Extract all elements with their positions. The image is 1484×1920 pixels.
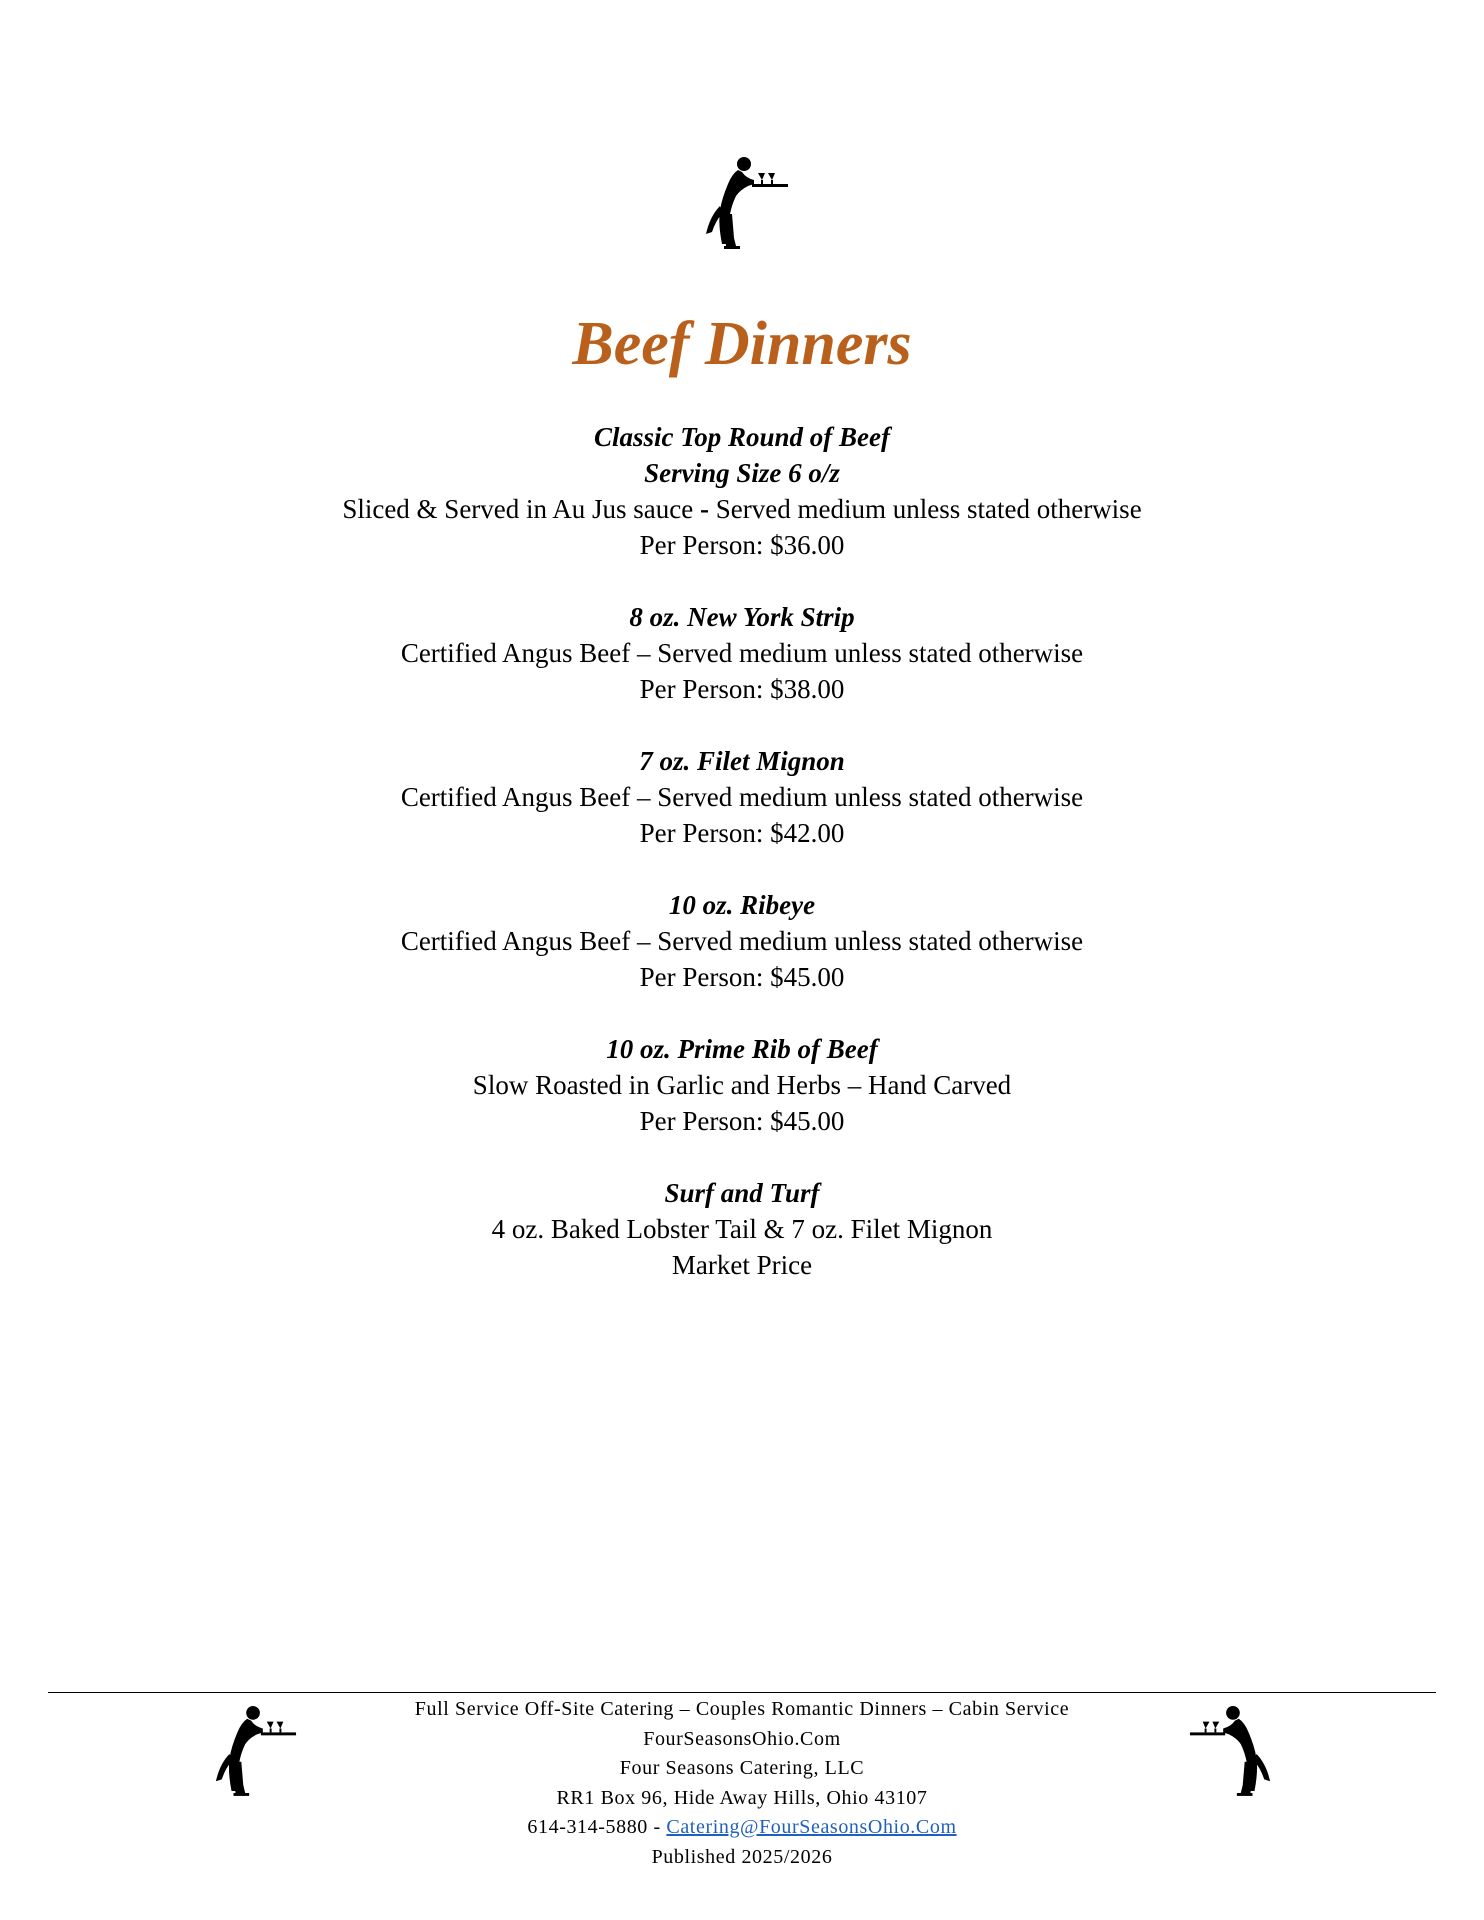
item-price: Per Person: $42.00: [639, 818, 845, 848]
footer-published: Published 2025/2026: [651, 1845, 833, 1868]
footer-phone: 614-314-5880: [527, 1816, 648, 1838]
waiter-silhouette-icon: [702, 154, 790, 250]
item-name: 10 oz. Prime Rib of Beef: [606, 1034, 878, 1064]
item-price: Per Person: $45.00: [639, 962, 845, 992]
item-name: 7 oz. Filet Mignon: [639, 746, 845, 776]
item-description: Certified Angus Beef – Served medium unless stated otherwise: [400, 638, 1084, 668]
item-description: Slow Roasted in Garlic and Herbs – Hand Carved: [472, 1070, 1012, 1100]
footer-contact: [0, 1813, 1484, 1843]
footer-website: FourSeasonsOhio.Com: [643, 1727, 841, 1750]
item-description: 4 oz. Baked Lobster Tail & 7 oz. Filet Mignon: [491, 1214, 993, 1244]
footer-services: Full Service Off-Site Catering – Couples Romantic Dinners – Cabin Service: [414, 1698, 1070, 1720]
item-price: Per Person: $45.00: [639, 1106, 845, 1136]
menu-item: [0, 599, 1484, 707]
menu-item: [0, 1031, 1484, 1139]
menu-item: [0, 1175, 1484, 1283]
item-subtitle: Serving Size 6 o/z: [644, 458, 840, 488]
footer-address: RR1 Box 96, Hide Away Hills, Ohio 43107: [556, 1786, 928, 1809]
footer-divider: [48, 1692, 1436, 1693]
item-description: Certified Angus Beef – Served medium unless stated otherwise: [400, 782, 1084, 812]
item-name: 8 oz. New York Strip: [629, 602, 855, 632]
item-name: 10 oz. Ribeye: [668, 890, 816, 920]
item-name: Classic Top Round of Beef: [593, 422, 891, 452]
menu-list: [0, 419, 1484, 1319]
menu-item: [0, 887, 1484, 995]
footer: [0, 1695, 1484, 1872]
menu-item: [0, 419, 1484, 563]
item-price: Per Person: $38.00: [639, 674, 845, 704]
item-price: Per Person: $36.00: [639, 530, 845, 560]
page-title: Beef Dinners: [572, 310, 912, 378]
item-description: Sliced & Served in Au Jus sauce - Served medium unless stated otherwise: [342, 494, 1142, 524]
footer-company: Four Seasons Catering, LLC: [619, 1757, 865, 1779]
footer-email-link[interactable]: Catering@FourSeasonsOhio.Com: [666, 1816, 957, 1838]
item-description: Certified Angus Beef – Served medium unless stated otherwise: [400, 926, 1084, 956]
item-price: Market Price: [671, 1250, 813, 1280]
item-name: Surf and Turf: [664, 1178, 820, 1208]
menu-item: [0, 743, 1484, 851]
footer-contact-separator: -: [647, 1816, 667, 1838]
